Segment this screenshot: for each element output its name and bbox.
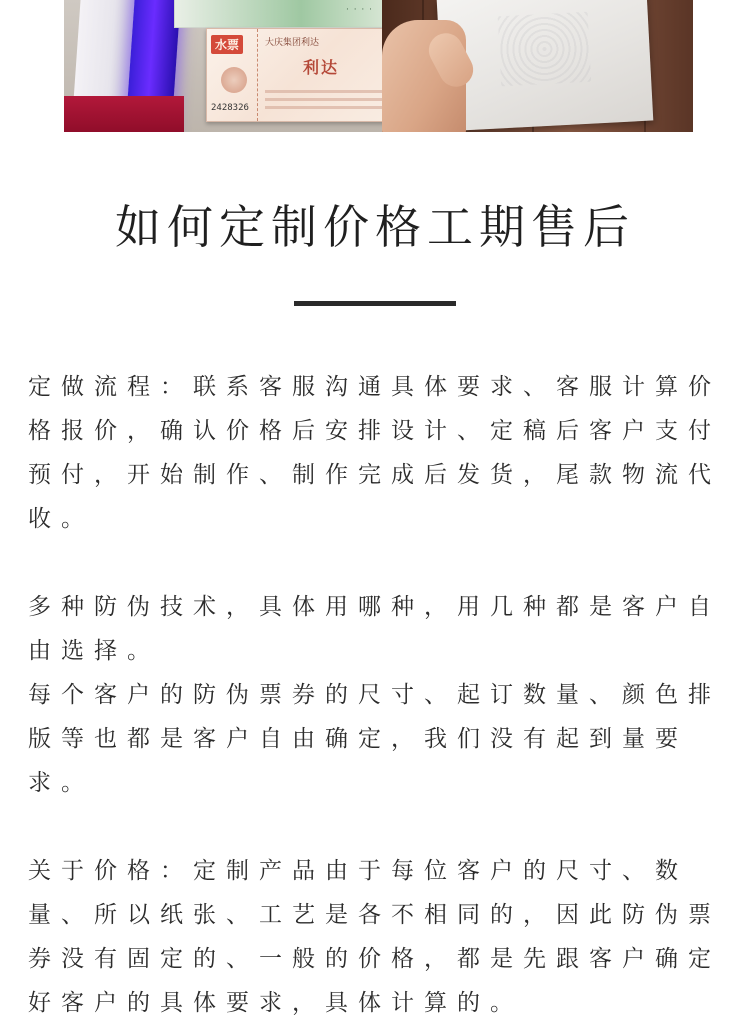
article-body [28,365,722,1025]
title-divider [294,301,456,306]
ticket-background-text: · · · · [345,5,373,15]
ticket-seal-icon [221,67,247,93]
uv-lamp-base [64,96,184,132]
ticket-serial: 2428326 [211,103,249,113]
ticket-stub [207,29,258,121]
ticket-background [174,0,382,28]
hand-image [382,20,466,132]
ticket-fine-print [265,85,382,114]
product-photo-strip [64,0,693,132]
page-title: 如何定制价格工期售后 [115,200,635,254]
paper-sample-photo [382,0,693,132]
paragraph-spacer [28,541,722,585]
process-paragraph: 定做流程：联系客服沟通具体要求、客服计算价格报价，确认价格后安排设计、定稿后客户支付预付，开始制作、制作完成后发货，尾款物流代收。 [28,374,721,532]
technology-paragraph: 多种防伪技术，具体用哪种，用几种都是客户自由选择。 [28,594,721,664]
uv-lamp-ticket-photo [64,0,382,132]
ticket-tag: 水票 [211,35,243,54]
pricing-paragraph: 关于价格：定制产品由于每位客户的尺寸、数量、所以纸张、工艺是各不相同的，因此防伪票券没有固定的、一般的价格，都是先跟客户确定好客户的具体要求，具体计算的。 [28,858,721,1016]
specification-paragraph: 每个客户的防伪票券的尺寸、起订数量、颜色排版等也都是客户自由确定，我们没有起到量要求。 [28,682,721,796]
ticket-header: 大庆集团利达 [265,38,320,48]
sample-ticket [206,28,382,122]
paper-watermark-pattern [498,12,592,87]
ticket-main-text: 利达 [303,58,340,77]
paragraph-spacer [28,805,722,849]
